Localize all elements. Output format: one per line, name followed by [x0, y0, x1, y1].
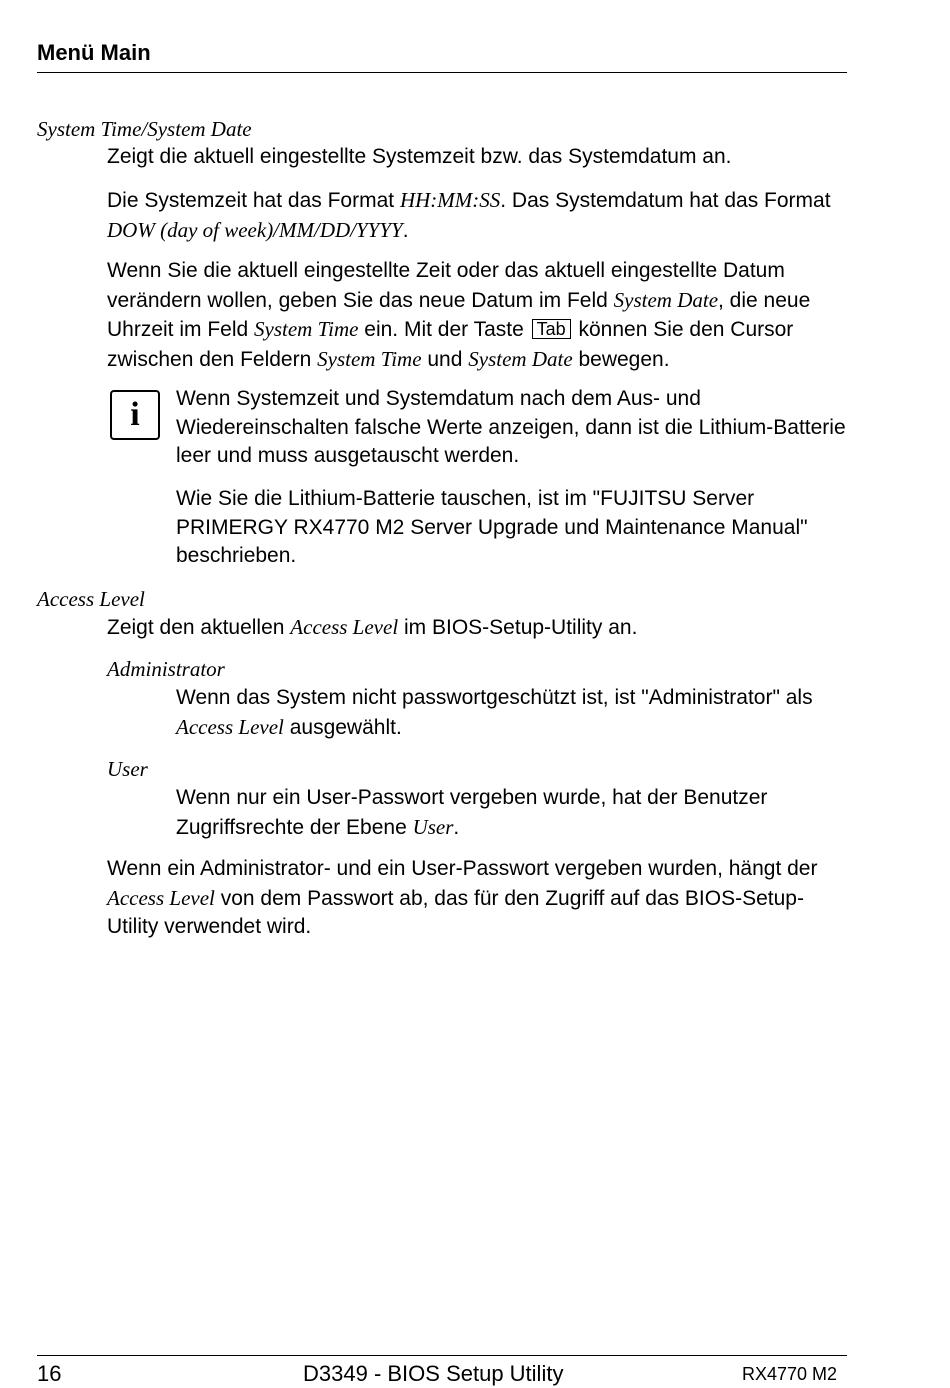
user-description: Wenn nur ein User-Passwort vergeben wurde, hat der Benutzer Zugriffsrechte der Ebene User.	[176, 786, 768, 839]
footer-divider	[37, 1355, 847, 1356]
footer-model: RX4770 M2	[742, 1364, 838, 1384]
access-level-final-paragraph: Wenn ein Administrator- und ein User-Passwort vergeben wurden, hängt der Access Level von dem Passwort ab, das für den Zugriff auf das BIOS-Setup-Utility verwendet wird.	[107, 857, 818, 938]
field-system-time-ref: System Time	[317, 346, 422, 371]
note-battery-manual: Wie Sie die Lithium-Batterie tauschen, ist im "FUJITSU Server PRIMERGY RX4770 M2 Server Upgrade und Maintenance Manual" beschrieben.	[176, 487, 808, 567]
administrator-description: Wenn das System nicht passwortgeschützt ist, ist "Administrator" als Access Level ausgewählt.	[176, 686, 813, 739]
field-system-date: System Date	[613, 287, 719, 312]
page-number: 16	[37, 1361, 62, 1386]
term-administrator: Administrator	[107, 657, 225, 681]
access-level-ref: Access Level	[290, 615, 399, 639]
page-header-title: Menü Main	[37, 40, 151, 65]
system-time-format-paragraph: Die Systemzeit hat das Format HH:MM:SS. Das Systemdatum hat das Format DOW (day of week)/MM/DD/YYYY.	[107, 188, 831, 242]
system-time-change-paragraph: Wenn Sie die aktuell eingestellte Zeit oder das aktuell eingestellte Datum verändern wollen, geben Sie das neue Datum im Feld System Date, die neue Uhrzeit im Feld System Time ein. Mit der Taste Tab können Sie den Cursor zwischen den Feldern System Time und System Date bewegen.	[107, 259, 811, 371]
access-level-description: Zeigt den aktuellen Access Level im BIOS-Setup-Utility an.	[107, 615, 638, 639]
term-user: User	[107, 757, 148, 781]
header-divider	[37, 72, 847, 73]
time-format: HH:MM:SS	[399, 188, 501, 212]
field-system-time: System Time	[254, 317, 359, 341]
access-level-ref: Access Level	[107, 885, 215, 910]
term-system-time-date: System Time/System Date	[37, 117, 252, 141]
tab-key: Tab	[532, 319, 571, 339]
access-level-ref: Access Level	[176, 714, 284, 739]
system-time-description: Zeigt die aktuell eingestellte Systemzeit bzw. das Systemdatum an.	[107, 145, 732, 168]
note-battery-warning: Wenn Systemzeit und Systemdatum nach dem Aus- und Wiedereinschalten falsche Werte anzeigen, dann ist die Lithium-Batterie leer und muss ausgetauscht werden.	[176, 387, 846, 467]
info-icon: i	[110, 390, 160, 440]
term-access-level: Access Level	[37, 587, 145, 611]
field-system-date-ref: System Date	[468, 346, 573, 371]
footer-doc-title: D3349 - BIOS Setup Utility	[303, 1361, 564, 1386]
date-format: DOW (day of week)/MM/DD/YYYY	[107, 217, 403, 242]
user-level-ref: User	[412, 814, 454, 839]
